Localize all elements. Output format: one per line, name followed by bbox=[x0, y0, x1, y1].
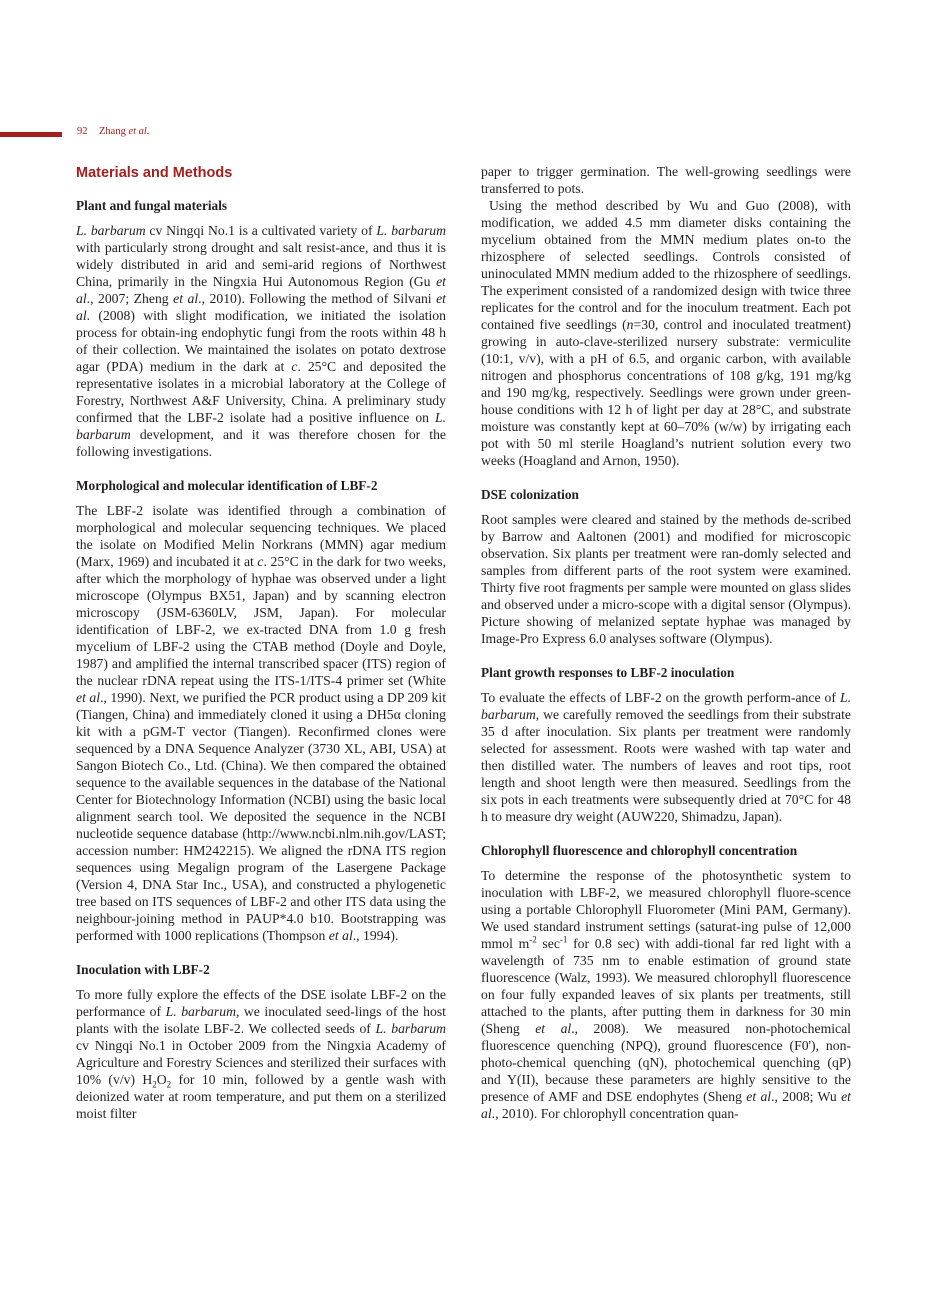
right-column bbox=[481, 163, 851, 1122]
paragraph: To evaluate the effects of LBF-2 on the growth perform-ance of L. barbarum, we carefully removed the seedlings from their substrate 35 d after inoculation. Six plants per treatment were randomly selected for assessment. Roots were washed with tap water and then distilled water. The numbers of leaves and root tips, root length and shoot length were then measured. Seedlings from the six pots in each treatments were subsequently dried at 70°C for 48 h to measure dry weight (AUW220, Shimadzu, Japan). bbox=[481, 690, 851, 824]
paragraph: To determine the response of the photosynthetic system to inoculation with LBF-2, we measured chlorophyll fluore-scence using a portable Chlorophyll Fluorometer (Mini PAM, Germany). We used standard instrument settings (saturat-ing pulse of 12,000 mmol $m^{-2}$ $\sec^{-1}$ for 0.8 sec) with addi-tional far red light with a wavelength of 735 nm to enable estimation of ground state fluorescence (Walz, 1993). We measured chlorophyll fluorescence on four fully expanded leaves of six plants per treatments, still attached to the plants, after putting them in darkness for 30 min (Sheng et al., 2008). We measured non-photochemical fluorescence quenching (NPQ), ground fluorescence (F0'), non-photo-chemical quenching (qN), photochemical quenching (qP) and Y(II), because these parameters are highly sensitive to the presence of AMF and DSE endophytes (Sheng et al., 2008; Wu et al., 2010). For chlorophyll concentration quan- bbox=[481, 868, 851, 1121]
paragraph: paper to trigger germination. The well-growing seedlings were transferred to pots. bbox=[481, 164, 851, 196]
subsection-heading: Inoculation with LBF-2 bbox=[76, 962, 210, 977]
paragraph: L. barbarum cv Ningqi No.1 is a cultivated variety of L. barbarum with particularly strong drought and salt resist-ance, and thus it is widely distributed in arid and semi-arid regions of Northwest China, primarily in the Ningxia Hui Autonomous Region (Gu et al., 2007; Zheng et al., 2010). Following the method of Silvani et al. (2008) with slight modification, we initiated the isolation process for obtain-ing endophytic fungi from the roots within 48 h of their collection. We maintained the isolates on potato dextrose agar (PDA) medium in the dark at c. 25°C and deposited the representative isolates in a microbial laboratory at the College of Forestry, Northwest A&F University, China. A preliminary study confirmed that the LBF-2 isolate had a positive influence on L. barbarum development, and it was therefore chosen for the following investigations. bbox=[76, 223, 447, 459]
subsection-heading: DSE colonization bbox=[481, 487, 579, 502]
paragraph: The LBF-2 isolate was identified through a combination of morphological and molecular sequencing techniques. We placed the isolate on Modified Melin Norkrans (MMN) agar medium (Marx, 1969) and incubated it at c. 25°C in the dark for two weeks, after which the morphology of hyphae was observed under a light microscope (Olympus BX51, Japan) and by scanning electron microscopy (JSM-6360LV, JSM, Japan). For molecular identification of LBF-2, we ex-tracted DNA from 1.0 g fresh mycelium of LBF-2 using the CTAB method (Doyle and Doyle, 1987) and amplified the internal transcribed spacer (ITS) region of the nuclear rDNA repeat using the ITS-1/ITS-4 primer set (White et al., 1990). Next, we purified the PCR product using a DP 209 kit (Tiangen, China) and immediately cloned it using a DH5α cloning kit with a pGM-T vector (Tiangen). Reconfirmed clones were sequenced by a DNA Sequence Analyzer (3730 XL, ABI, USA) at Sangon Biotech Co., Ltd. (China). We then compared the obtained sequence to the available sequences in the database of the National Center for Biotechnology Information (NCBI) using the basic local alignment search tool. We deposited the sequence in the NCBI nucleotide sequence database (http://www.ncbi.nlm.nih.gov/LAST; accession number: HM242215). We aligned the rDNA ITS region sequences using Megalign program of the Lasergene Package (Version 4, DNA Star Inc., USA), and constructed a phylogenetic tree based on ITS sequences of LBF-2 and other ITS data using the neighbour-joining method in PAUP*4.0 b10. Bootstrapping was performed with 1000 replications (Thompson et al., 1994). bbox=[76, 503, 447, 943]
subsection-heading: Morphological and molecular identification of LBF-2 bbox=[76, 478, 378, 493]
running-title: Zhang et al. bbox=[99, 126, 150, 137]
page-number: 92 bbox=[77, 126, 88, 137]
subsection-heading: Plant growth responses to LBF-2 inoculation bbox=[481, 665, 735, 680]
subsection-heading: Chlorophyll fluorescence and chlorophyll concentration bbox=[481, 843, 798, 858]
paragraph: To more fully explore the effects of the DSE isolate LBF-2 on the performance of L. barbarum, we inoculated seed-lings of the host plants with the isolate LBF-2. We collected seeds of L. barbarum cv Ningqi No.1 in October 2009 from the Ningxia Academy of Agriculture and Forestry Sciences and sterilized their surfaces with 10% (v/v) $H_2O_2$ for 10 min, followed by a gentle wash with deionized water at room temperature, and put them on a sterilized moist filter bbox=[76, 987, 446, 1121]
paragraph: Using the method described by Wu and Guo (2008), with modification, we added 4.5 mm diameter disks containing the mycelium obtained from the MMN medium plates on-to the rhizosphere of selected seedlings. Controls consisted of uninoculated MMN medium added to the rhizosphere of seedlings. The experiment consisted of a randomized design with twice three replicates for the control and for the inoculum treatment. Each pot contained five seedlings (n=30, control and inoculated treatment) growing in auto-clave-sterilized nursery substrate: vermiculite (10:1, v/v), with a pH of 6.5, and organic carbon, with available nitrogen and phosphorus concentrations of 108 g/kg, 191 mg/kg and 190 mg/kg, respectively. Seedlings were grown under green-house conditions with 12 h of light per day at 28°C, and substrate moisture was constantly kept at 60–70% (w/w) by irrigating each pot with 50 ml sterile Hoagland’s nutrient solution every two weeks (Hoagland and Arnon, 1950). bbox=[481, 198, 851, 468]
paragraph: Root samples were cleared and stained by the methods de-scribed by Barrow and Aaltonen (2001) and modified for microscopic observation. Six plants per treatment were ran-domly selected and samples from different parts of the root system were examined. Thirty five root fragments per sample were mounted on glass slides and observed under a micro-scope with a digital sensor (Olympus). Picture showing of melanized septate hyphae was managed by Image-Pro Express 6.0 analyses software (Olympus). bbox=[481, 512, 851, 646]
left-column bbox=[76, 163, 446, 1122]
header-accent-bar bbox=[0, 132, 62, 137]
section-title: Materials and Methods bbox=[76, 165, 233, 181]
running-header bbox=[0, 126, 300, 142]
subsection-heading: Plant and fungal materials bbox=[76, 198, 228, 213]
